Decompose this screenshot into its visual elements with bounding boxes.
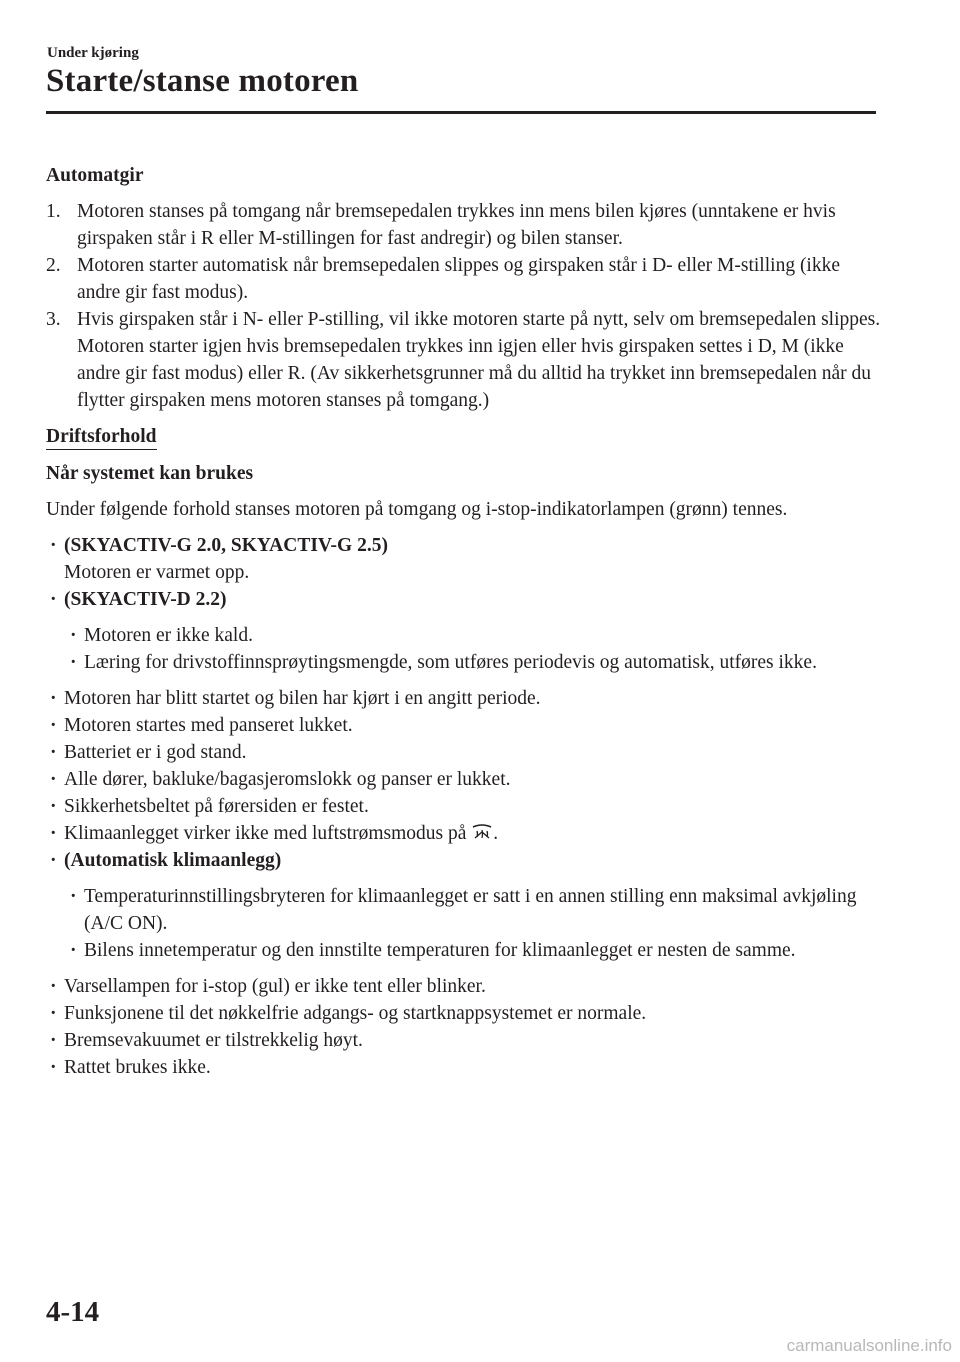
list-item-text: Motoren startes med panseret lukket. (64, 715, 353, 736)
list-item (46, 685, 886, 712)
automatic-steps (46, 198, 886, 414)
bullet: · (50, 976, 57, 997)
bullet: · (70, 625, 77, 646)
conditions-intro: Under følgende forhold stanses motoren på tomgang og i-stop-indikatorlampen (grønn) tennes. (46, 499, 788, 520)
list-item (46, 793, 886, 820)
list-item-text: Temperaturinnstillingsbryteren for klimaanlegget er satt i en annen stilling enn maksimal avkjøling (A/C ON). (84, 886, 857, 934)
bullet: · (50, 715, 57, 736)
step-item (46, 252, 886, 306)
bullet: · (50, 1003, 57, 1024)
list-item (46, 820, 886, 847)
list-item (46, 532, 886, 586)
watermark: carmanualsonline.info (786, 1336, 952, 1355)
list-item (46, 712, 886, 739)
step-text: Motoren starter automatisk når bremsepedalen slippes og girspaken står i D- eller M-stilling (ikke andre gir fast modus). (77, 255, 841, 303)
list-item-text: Læring for drivstoffinnsprøytingsmengde, som utføres periodevis og automatisk, utføres ikke. (84, 652, 817, 673)
automatic-heading: Automatgir (46, 165, 144, 186)
engine-g-text: Motoren er varmet opp. (64, 562, 250, 583)
engine-g-heading: (SKYACTIV-G 2.0, SKYACTIV-G 2.5) (64, 535, 388, 556)
list-item-text: Funksjonene til det nøkkelfrie adgangs- og startknappsystemet er normale. (64, 1003, 647, 1024)
list-item-text: Rattet brukes ikke. (64, 1057, 211, 1078)
climate-text-end: . (493, 823, 499, 844)
bullet: · (70, 886, 77, 907)
bullet: · (50, 742, 57, 763)
bullet: · (50, 850, 57, 871)
list-item (46, 586, 886, 613)
list-item (46, 847, 886, 874)
list-item-text: Bilens innetemperatur og den innstilte temperaturen for klimaanlegget er nesten de samme. (84, 940, 796, 961)
step-text: Hvis girspaken står i N- eller P-stilling, vil ikke motoren starte på nytt, selv om bremsepedalen slippes. Motoren starter igjen hvis bremsepedalen trykkes inn igjen eller hvis girspaken settes i D, M (ikke andre gir fast modus) eller R. (Av sikkerhetsgrunner må du alltid ha trykket inn bremsepedalen når du flytter girspaken mens motoren stanses på tomgang.) (77, 309, 881, 411)
list-item (66, 937, 886, 964)
climate-text: Klimaanlegget virker ikke med luftstrømsmodus på (64, 823, 467, 844)
step-item (46, 198, 886, 252)
conditions-subheading: Når systemet kan brukes (46, 463, 254, 484)
bullet: · (50, 1057, 57, 1078)
list-item-text: Motoren har blitt startet og bilen har kjørt i en angitt periode. (64, 688, 541, 709)
list-item (46, 739, 886, 766)
step-number: 2. (46, 255, 61, 276)
list-item-text: Varsellampen for i-stop (gul) er ikke tent eller blinker. (64, 976, 486, 997)
bullet: · (50, 769, 57, 790)
bullet: · (70, 652, 77, 673)
step-number: 3. (46, 309, 61, 330)
conditions-list (46, 532, 886, 613)
engine-d-sublist (46, 622, 886, 676)
windshield-defrost-icon (471, 823, 493, 841)
list-item (46, 1027, 886, 1054)
list-item (66, 622, 886, 649)
page-title: Starte/stanse motoren (46, 63, 359, 99)
general-conditions-list (46, 685, 886, 874)
auto-climate-heading: (Automatisk klimaanlegg) (64, 850, 282, 871)
list-item (66, 883, 886, 937)
bullet: · (50, 796, 57, 817)
auto-climate-sublist (46, 883, 886, 964)
step-item (46, 306, 886, 414)
step-text: Motoren stanses på tomgang når bremsepedalen trykkes inn mens bilen kjøres (unntakene er hvis girspaken står i R eller M-stillingen for fast andregir) og bilen stanser. (77, 201, 836, 249)
bullet: · (70, 940, 77, 961)
list-item-text: Batteriet er i god stand. (64, 742, 247, 763)
bullet: · (50, 535, 57, 556)
list-item (46, 1054, 886, 1081)
bullet: · (50, 823, 57, 844)
tail-conditions-list (46, 973, 886, 1081)
list-item (46, 1000, 886, 1027)
list-item (46, 973, 886, 1000)
bullet: · (50, 1030, 57, 1051)
list-item (46, 766, 886, 793)
bullet: · (50, 688, 57, 709)
main-content (46, 162, 886, 1081)
list-item-text: Alle dører, bakluke/bagasjeromslokk og panser er lukket. (64, 769, 511, 790)
section-label: Under kjøring (47, 45, 139, 61)
step-number: 1. (46, 201, 61, 222)
list-item-text: Sikkerhetsbeltet på førersiden er festet. (64, 796, 369, 817)
list-item-text: Bremsevakuumet er tilstrekkelig høyt. (64, 1030, 363, 1051)
conditions-heading: Driftsforhold (46, 425, 157, 450)
list-item (66, 649, 886, 676)
engine-d-heading: (SKYACTIV-D 2.2) (64, 589, 227, 610)
page-number: 4-14 (46, 1296, 100, 1328)
bullet: · (50, 589, 57, 610)
header-rule (46, 111, 876, 114)
list-item-text: Motoren er ikke kald. (84, 625, 253, 646)
